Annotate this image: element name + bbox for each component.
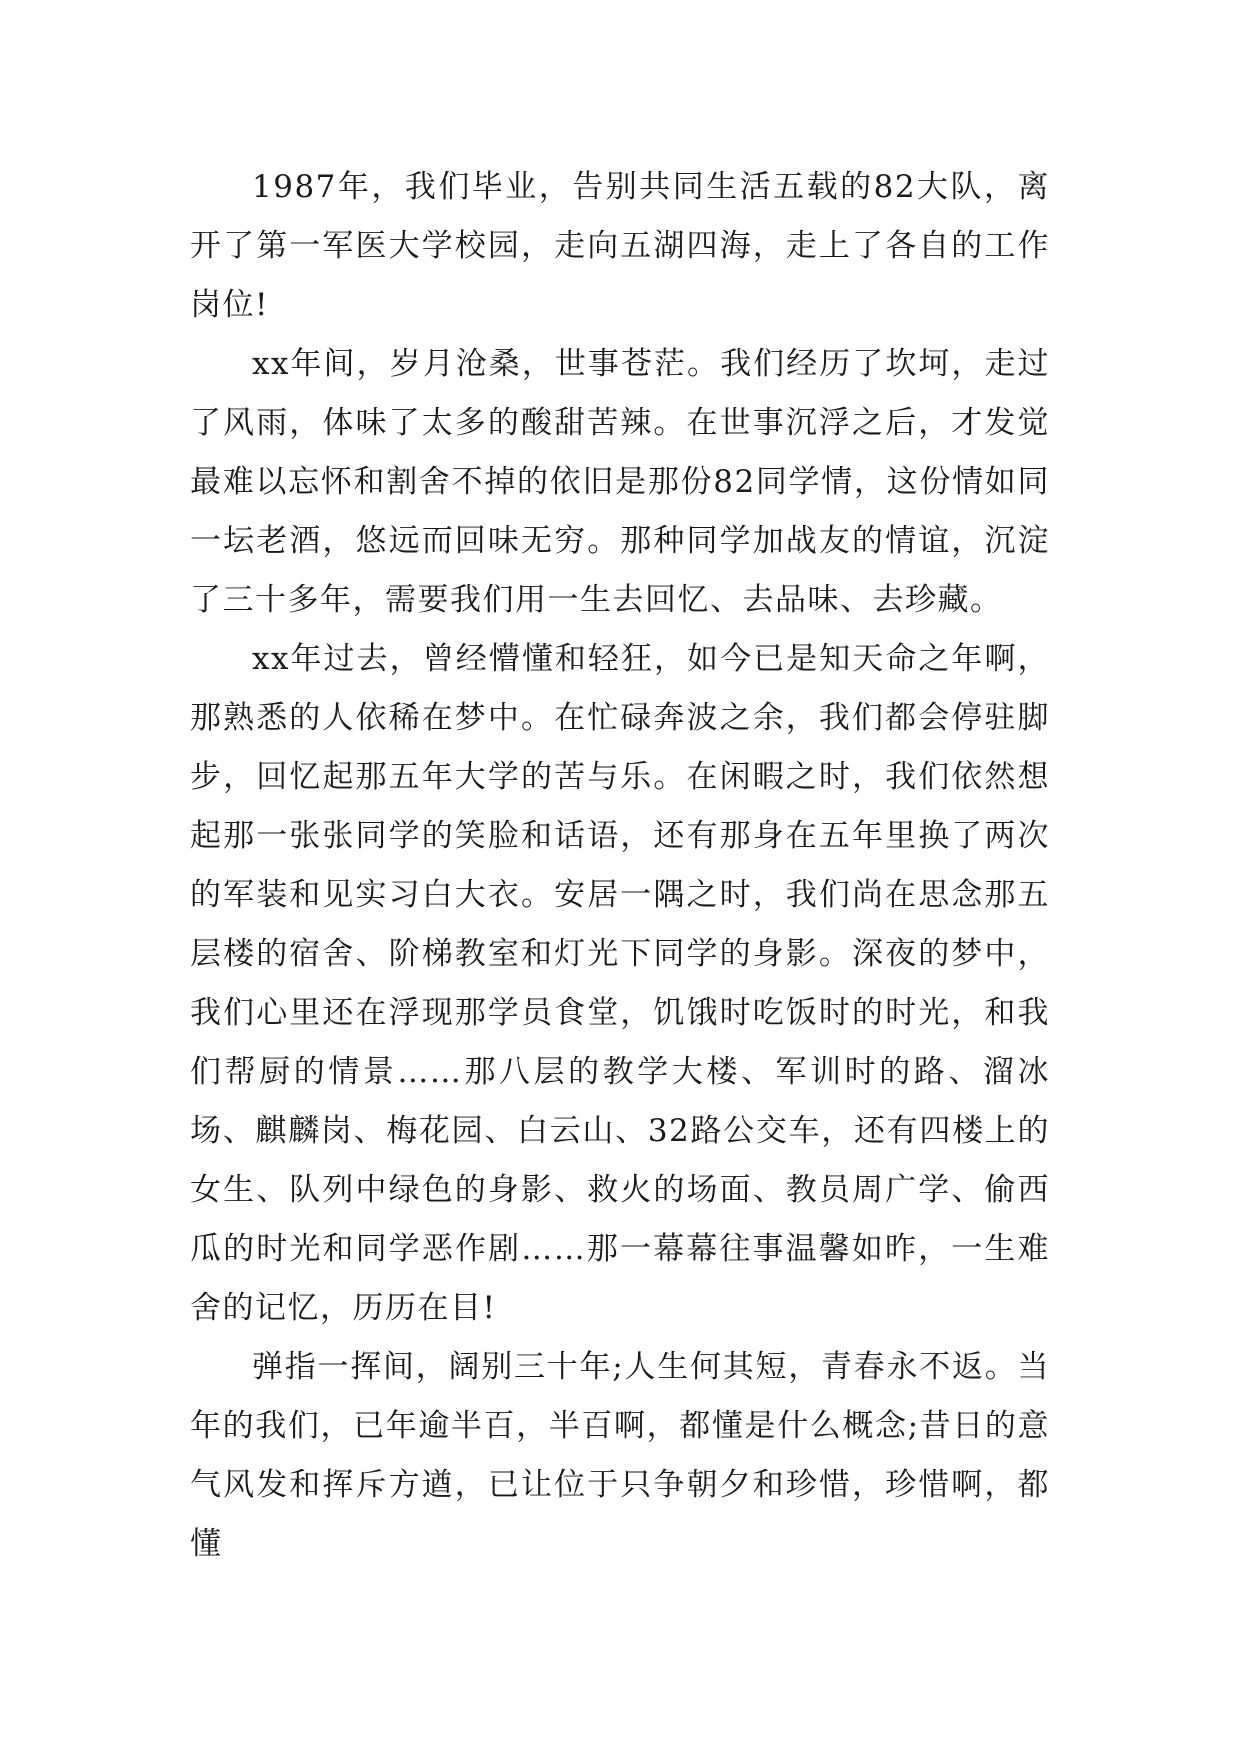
paragraph-4: 弹指一挥间，阔别三十年;人生何其短，青春永不返。当年的我们，已年逾半百，半百啊，都懂是什么概念;昔日的意气风发和挥斥方遒，已让位于只争朝夕和珍惜，珍惜啊，都懂 <box>190 1349 1050 1562</box>
paragraph-2: xx年间，岁月沧桑，世事苍茫。我们经历了坎坷，走过了风雨，体味了太多的酸甜苦辣。在世事沉浮之后，才发觉最难以忘怀和割舍不掉的依旧是那份82同学情，这份情如同一坛老酒，悠远而回味无穷。那种同学加战友的情谊，沉淀了三十多年，需要我们用一生去回忆、去品味、去珍藏。 <box>190 346 1050 618</box>
document-body <box>190 158 1050 1574</box>
paragraph-3: xx年过去，曾经懵懂和轻狂，如今已是知天命之年啊，那熟悉的人依稀在梦中。在忙碌奔波之余，我们都会停驻脚步，回忆起那五年大学的苦与乐。在闲暇之时，我们依然想起那一张张同学的笑脸和话语，还有那身在五年里换了两次的军装和见实习白大衣。安居一隅之时，我们尚在思念那五层楼的宿舍、阶梯教室和灯光下同学的身影。深夜的梦中，我们心里还在浮现那学员食堂，饥饿时吃饭时的时光，和我们帮厨的情景……那八层的教学大楼、军训时的路、溜冰场、麒麟岗、梅花园、白云山、32路公交车，还有四楼上的女生、队列中绿色的身影、救火的场面、教员周广学、偷西瓜的时光和同学恶作剧……那一幕幕往事温馨如昨，一生难舍的记忆，历历在目! <box>190 641 1050 1326</box>
paragraph-1: 1987年，我们毕业，告别共同生活五载的82大队，离开了第一军医大学校园，走向五湖四海，走上了各自的工作岗位! <box>190 169 1050 323</box>
